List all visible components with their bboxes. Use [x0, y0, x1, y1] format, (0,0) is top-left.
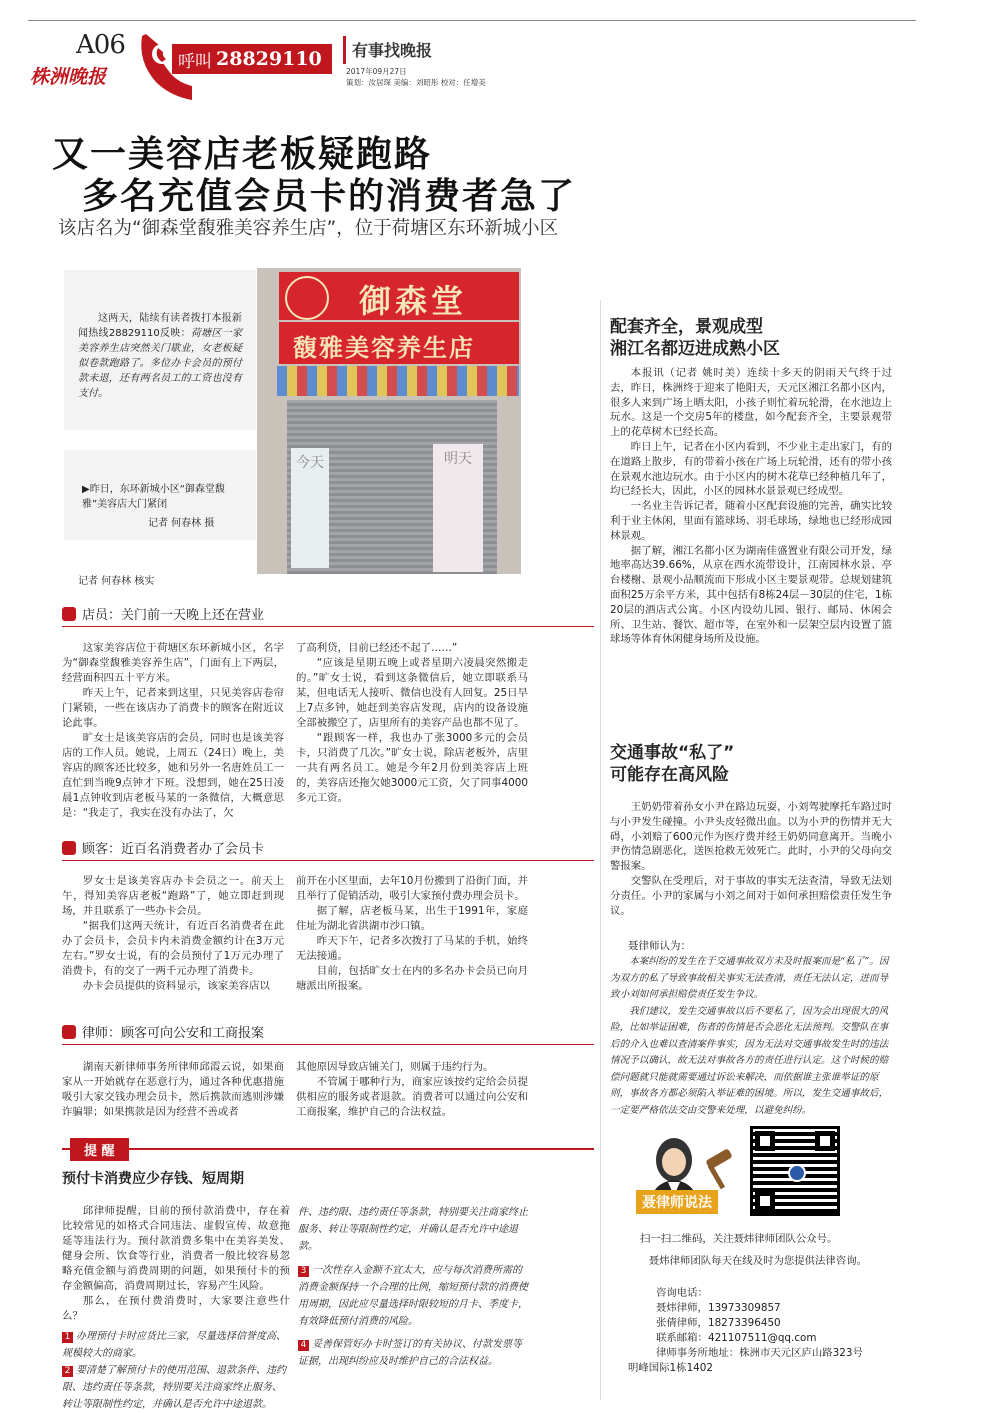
- lead-normal: 这两天，陆续有读者拨打本报新闻热线28829110反映：: [78, 313, 242, 339]
- paragraph: 我们建议，发生交通事故以后不要私了，因为会出现很大的风险，比如举证困难，伤者的伤情是否会恶化无法预判。交警队在事后的介入也难以查清案件事实，因为无法对交通事故发生时的违法情况予以确认，故无法对事故各方的责任进行认定。这个时候的赔偿问题就只能就需要通过诉讼来解决，而依据谁主张谁举证的原则，事故各方都必须陷入举证难的困境。所以，发生交通事故后，一定要严格依法交由交警来处理，以避免纠纷。: [610, 1005, 889, 1116]
- tip-label: 提 醒: [70, 1138, 129, 1161]
- tip-rule: [62, 1148, 594, 1150]
- paragraph: 目前，包括旷女士在内的多名办卡会员已向月塘派出所报案。: [296, 965, 528, 992]
- subtitle: 该店名为“御森堂馥雅美容养生店”，位于荷塘区东环新城小区: [58, 218, 559, 239]
- title-line: 可能存在高风险: [610, 765, 729, 785]
- tip-item-continued: 件、违约限、违约责任等条款，特别要关注商家终止服务、转让等限制性约定，并确认是否允许中途退款。: [298, 1207, 528, 1252]
- right-article-1-body: [610, 366, 892, 647]
- paragraph: 本案纠纷的发生在于交通事故双方未及时报案而是“私了”。因为双方的私了导致事故相关事实无法查清，责任无法认定，进而导致小刘如何承担赔偿责任发生争议。: [610, 956, 889, 1000]
- paragraph: 昨天下午，记者多次拨打了马某的手机，始终无法接通。: [296, 935, 528, 962]
- paragraph: 聂炜律师团队每天在线及时为您提供法律咨询。: [648, 1255, 867, 1267]
- tip-items-right: [298, 1204, 530, 1370]
- hotline-number: 28829110: [216, 48, 322, 70]
- section-3-col2: [296, 1060, 528, 1120]
- section-2-heading: [62, 838, 264, 857]
- top-rule: [28, 20, 916, 21]
- right-article-2-body: [610, 800, 892, 918]
- paragraph: 昨天上午，记者来到这里，只见美容店卷帘门紧锁，一些在该店办了消费卡的顾客在附近议论此事。: [62, 687, 284, 729]
- store-sign-bottom: [279, 322, 519, 364]
- paper-name: 株洲晚报: [30, 66, 107, 88]
- qr-logo-icon: [788, 1164, 806, 1182]
- tip-item-number: 3: [298, 1266, 309, 1277]
- section-3-col1: [62, 1060, 284, 1120]
- section-3-rule: [62, 1044, 594, 1045]
- section-2-rule: [62, 860, 594, 861]
- column-divider: [600, 300, 601, 1400]
- tip-item-number: 2: [62, 1366, 73, 1377]
- paragraph: 交警队在受理后，对于事故的事实无法查清，导致无法划分责任。小尹的家属与小刘之间对于如何承担赔偿责任发生争议。: [610, 874, 892, 917]
- paragraph: 王奶奶带着孙女小尹在路边玩耍，小刘驾驶摩托车路过时与小尹发生碰撞。小尹头皮轻微出血。以为小尹的伤情并无大碍，小刘赔了600元作为医疗费并经王奶奶同意离开。当晚小尹伤情急剧恶化，送医抢救无效死亡。此时，小尹的父母向交警报案。: [610, 801, 892, 873]
- section-1-col1: [62, 641, 284, 821]
- ad-contacts: [628, 1286, 868, 1376]
- section-1-rule: [62, 626, 594, 627]
- title-line: 湘江名都迈进成熟小区: [610, 339, 780, 359]
- door-poster-right: [433, 444, 483, 572]
- contact-line: 咨询电话：: [656, 1287, 708, 1299]
- door-poster-left: [291, 448, 329, 568]
- paragraph: 昨日上午，记者在小区内看到，不少业主走出家门，有的在道路上散步，有的带着小孩在广场上玩轮滑，还有的带小孩在景观水池边玩水。由于小区内的树木花草已经种植几年了，均已经长大，因此，小区的园林水景景观已经成型。: [610, 440, 892, 498]
- store-photo: [257, 268, 521, 574]
- section-3-heading: [62, 1022, 264, 1041]
- paragraph: 了高利贷，目前已经还不起了……”: [296, 642, 458, 654]
- qr-finder: [815, 1131, 835, 1151]
- tip-item-number: 4: [298, 1340, 309, 1351]
- qr-code[interactable]: [750, 1126, 840, 1216]
- ad-brand: 聂律师说法: [636, 1190, 718, 1214]
- title-line: 交通事故“私了”: [610, 743, 735, 763]
- store-logo-icon: [285, 276, 329, 320]
- section-dot-icon: [62, 607, 76, 621]
- hotline-label: 呼叫: [178, 51, 212, 72]
- tip-items-left: [62, 1328, 290, 1410]
- issue-date: 2017年09月27日: [346, 67, 407, 76]
- section-dot-icon: [62, 1025, 76, 1039]
- credits: 策划：汝居琛 美编：刘昭彤 校对：任增美: [346, 78, 486, 87]
- title-line: 配套齐全，景观成型: [610, 317, 763, 337]
- right-article-1-title: [610, 316, 780, 360]
- paragraph: 据了解，店老板马某，出生于1991年，家庭住址为湖北省洪湖市沙口镇。: [296, 905, 528, 932]
- store-sign-subname: 馥雅美容养生店: [293, 334, 475, 362]
- tip-item-number: 1: [62, 1332, 73, 1343]
- column-marker: [343, 36, 346, 64]
- section-1-col2: [296, 641, 528, 806]
- lead-text: [78, 311, 242, 401]
- paragraph: 办卡会员提供的资料显示，该家美容店以: [82, 980, 270, 992]
- paragraph: “应该是星期五晚上或者星期六凌晨突然搬走的。”旷女士说，看到这条微信后，她立即联系马某，但电话无人接听、微信也没有人回复。25日早上7点多钟，她赶到美容店发现，店内的设备设施全部被搬空了，店里所有的美容产品也都不见了。: [296, 657, 528, 729]
- qr-caption: 扫一扫二维码，关注聂炜律师团队公众号。: [640, 1233, 838, 1245]
- contact-line[interactable]: 联系邮箱：421107511@qq.com: [656, 1332, 817, 1344]
- tip-item-text: 一次性存入金额不宜太大，应与每次消费所需的消费金额保持一个合理的比例，缩短预付款的消费使用周期，因此应尽量选择时限较短的月卡、季度卡，有效降低预付消费的风险。: [298, 1265, 528, 1327]
- store-sign-name: 御森堂: [359, 282, 468, 320]
- section-3-title: 律师：顾客可向公安和工商报案: [82, 1026, 265, 1041]
- contact-line: 律师事务所地址：株洲市天元区庐山路323号明峰国际1栋1402: [628, 1347, 863, 1374]
- paragraph: 据了解，湘江名都小区为湖南佳盛置业有限公司开发，绿地率高达39.66%，从京在西水流带设计，江南园林水景、亭台楼榭、景观小品顺流而下形成小区主要景观带。总规划建筑面积25万余平方米，其中包括有8栋24层－30层的住宅，1栋20层的酒店式公寓。小区内设幼儿园、银行、邮局、休闲会所、卫生站、餐饮、超市等，在室外和一层架空层内设置了篮球场等体育休闲健身场所及设施。: [610, 544, 892, 646]
- tip-item-text: 办理预付卡时应货比三家，尽量选择信誉度高、规模较大的商家。: [62, 1331, 286, 1359]
- photo-caption: ▶昨日，东环新城小区“御森堂馥雅”美容店大门紧闭: [82, 484, 225, 510]
- paragraph: 一名业主告诉记者，随着小区配套设施的完善，确实比较利于业主休闲，里面有篮球场、羽毛球场，绿地也已经形成园林景观。: [610, 500, 892, 542]
- headline-line1: 又一美容店老板疑跑路: [52, 134, 433, 175]
- bunting-decoration: [277, 366, 519, 396]
- paragraph: 本报讯（记者 姚时美）连续十多天的阴雨天气终于过去，昨日，株洲终于迎来了艳阳天，天元区湘江名都小区内，很多人来到广场上晒太阳，小孩子则忙着玩轮滑，在水池边上玩水。这是一个交房5年的楼盘，如今配套齐全，主要景观带上的花草树木已经长高。: [610, 367, 892, 439]
- contact-line: 聂炜律师，13973309857: [656, 1302, 781, 1314]
- contact-line: 张倩律师，18273396450: [656, 1317, 781, 1329]
- section-1-heading: [62, 604, 264, 623]
- section-dot-icon: [62, 841, 76, 855]
- section-2-title: 顾客：近百名消费者办了会员卡: [82, 842, 265, 857]
- tip-col1: [62, 1204, 290, 1324]
- paragraph: 其他原因导致店铺关门，则属于违约行为。: [296, 1061, 494, 1073]
- column-name: 有事找晚报: [352, 41, 433, 60]
- ad-intro: [628, 1254, 868, 1269]
- photographer: 记者 何春林 摄: [148, 518, 215, 529]
- section-1-title: 店员：关门前一天晚上还在营业: [82, 608, 265, 623]
- reporter-credit: 记者 何春林 核实: [78, 576, 155, 587]
- lawyer-label: 聂律师认为：: [628, 940, 691, 952]
- paragraph: “据我们这两天统计，有近百名消费者在此办了会员卡，会员卡内未消费金额约计在3万元左右。”罗女士说，有的会员预付了1万元办理了消费卡，有的交了一两千元办理了消费卡。: [62, 920, 284, 977]
- paragraph: 湖南天新律师事务所律师邱霞云说，如果商家从一开始就存在恶意行为，通过各种优惠措施吸引大家交钱办理会员卡，然后携款而逃则涉嫌诈骗罪；如果携款是因为经营不善或者: [62, 1061, 284, 1118]
- qr-finder: [755, 1131, 775, 1151]
- paragraph: 旷女士是该美容店的会员，同时也是该美容店的工作人员。她说，上周五（24日）晚上，美容店的顾客还比较多，她和另外一名唐姓员工一直忙到当晚9点钟才下班。没想到，她在25日凌晨1点钟收到店老板马某的一条微信，大概意思是：“我走了，我实在没有办法了，欠: [62, 732, 284, 819]
- door-text-right: 明天: [444, 451, 472, 467]
- paragraph: 邱律师提醒，目前的预付款消费中，存在着比较常见的如格式合同违法、虚假宣传、故意拖延等违法行为。预付款消费多集中在美容美发、健身会所、饮食等行业，消费者一般比较容易忽略充值金额与消费周期的问题，如果预付卡的预存金额偏高，消费周期过长，容易产生风险。: [62, 1205, 290, 1292]
- tip-title: 预付卡消费应少存钱、短周期: [62, 1171, 244, 1187]
- lawyer-opinion: [610, 954, 892, 1119]
- tip-item-text: 妥善保管好办卡时签订的有关协议、付款发票等证据，出现纠纷应及时维护自己的合法权益。: [298, 1339, 522, 1367]
- paragraph: “跟顾客一样，我也办了张3000多元的会员卡，只消费了几次。”旷女士说，除店老板外，店里一共有两名员工。她是今年2月份到美容店上班的，美容店还拖欠她3000元工资，欠了同事4000多元工资。: [296, 732, 528, 804]
- tip-item-text: 要清楚了解预付卡的使用范围、退款条件、违约限、违约责任等条款，特别要关注商家终止服务、转让等限制性约定，并确认是否允许中途退款。: [62, 1365, 286, 1410]
- paragraph: 罗女士是该美容店办卡会员之一。前天上午，得知美容店老板“跑路”了，她立即赶到现场，并且联系了一些办卡会员。: [62, 875, 284, 917]
- section-2-col1: [62, 874, 284, 994]
- qr-finder: [755, 1191, 775, 1211]
- door-text-left: 今天: [296, 455, 324, 471]
- paragraph: 不管属于哪种行为，商家应该按约定给会员提供相应的服务或者退款。消费者可以通过向公安和工商报案，维护自己的合法权益。: [296, 1076, 528, 1118]
- hotline-banner: [172, 44, 332, 74]
- store-sign-top: [279, 272, 519, 320]
- page-number: A06: [76, 30, 125, 60]
- section-2-col2: [296, 874, 528, 994]
- paragraph: 那么，在预付费消费时，大家要注意些什么？: [62, 1295, 290, 1322]
- paragraph: 前开在小区里面，去年10月份搬到了沿街门面，并且举行了促销活动，吸引大家预付费办理会员卡。: [296, 875, 528, 902]
- paragraph: 这家美容店位于荷塘区东环新城小区，名字为“御森堂馥雅美容养生店”，门面有上下两层，经营面积四五十平方米。: [62, 642, 284, 684]
- right-article-2-title: [610, 742, 734, 786]
- headline-line2: 多名充值会员卡的消费者急了: [82, 176, 577, 217]
- lead-italic: 荷塘区一家美容养生店突然关门歇业，女老板疑似卷款跑路了。多位办卡会员的预付款未退，还有两名员工的工资也没有支付。: [78, 328, 242, 399]
